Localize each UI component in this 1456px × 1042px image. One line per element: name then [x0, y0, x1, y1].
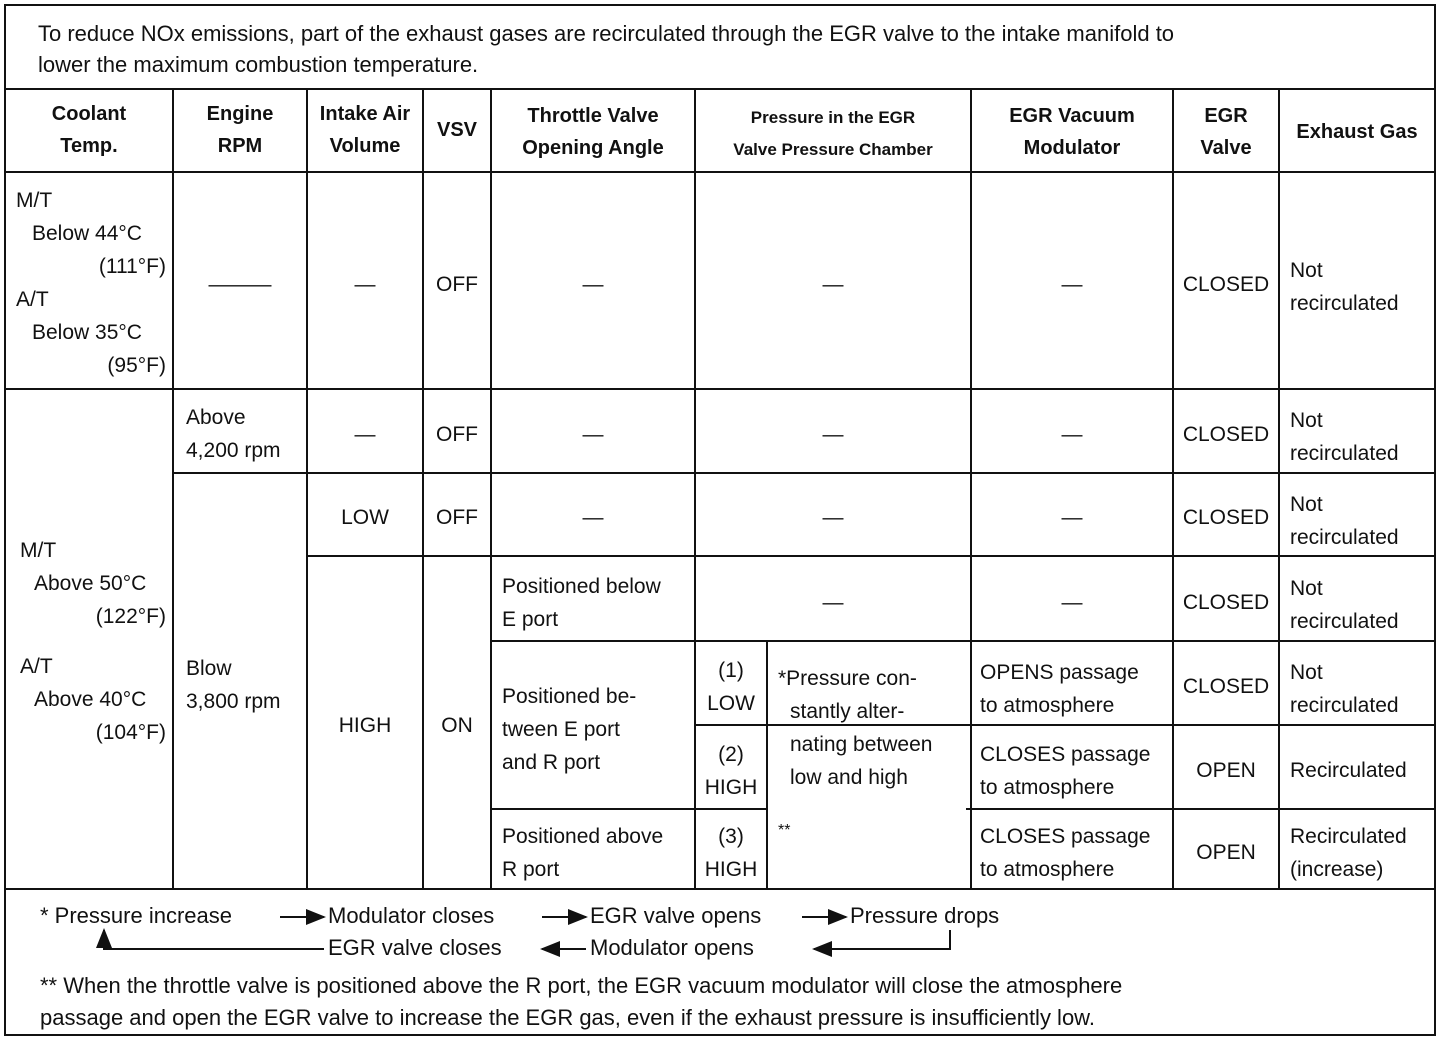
r2-throttle: — — [582, 423, 604, 446]
r2-rpm: Above 4,200 rpm — [186, 406, 281, 462]
r5-egr: CLOSED — [1182, 675, 1270, 698]
flow-egr-valve-opens: EGR valve opens — [590, 903, 762, 928]
row-divider-2 — [172, 472, 1434, 474]
arrow-6 — [104, 930, 324, 949]
r1-rpm: ——— — [208, 273, 272, 296]
r6-num: (2) HIGH — [704, 743, 758, 799]
r3-egr: CLOSED — [1182, 506, 1270, 529]
r7-throttle: Positioned above R port — [502, 825, 664, 881]
r4-vsv: ON — [441, 714, 473, 737]
r2-egr: CLOSED — [1182, 423, 1270, 446]
intro-line-2: lower the maximum combustion temperature. — [38, 52, 479, 77]
row-divider-4 — [490, 640, 1434, 642]
r3-rpm: Blow 3,800 rpm — [186, 657, 281, 713]
r6-egr: OPEN — [1196, 759, 1256, 782]
col-line-2 — [306, 90, 308, 889]
egr-spec-sheet — [4, 4, 1436, 1036]
col-line-8 — [1278, 90, 1280, 889]
r7-note: ** — [778, 822, 791, 839]
r4-air: HIGH — [338, 714, 392, 737]
r1-exhaust: Not recirculated — [1290, 259, 1399, 315]
r2-exhaust: Not recirculated — [1290, 409, 1399, 465]
col-line-3 — [422, 90, 424, 889]
r7-modulator: CLOSES passage to atmosphere — [980, 825, 1151, 881]
coolant-below-cell: M/T Below 44°C (111°F) A/T Below 35°C (95°F) — [16, 189, 166, 377]
r6-exhaust: Recirculated — [1290, 759, 1407, 782]
r7-egr: OPEN — [1196, 841, 1256, 864]
col-line-5b — [766, 640, 768, 889]
r5-num: (1) LOW — [707, 659, 755, 715]
r3-vsv: OFF — [436, 506, 478, 529]
r6-modulator: CLOSES passage to atmosphere — [980, 743, 1151, 799]
flow-arrows — [6, 890, 1434, 970]
intro-line-1: To reduce NOx emissions, part of the exhaust gases are recirculated through the EGR valve to the intake manifold to — [38, 21, 1175, 46]
header-pressure: Pressure in the EGR Valve Pressure Chamber — [733, 108, 933, 159]
row-divider-1 — [6, 388, 1434, 390]
col-line-1 — [172, 90, 174, 889]
row-divider-3 — [306, 555, 1434, 557]
r5-note: *Pressure con- stantly alter- nating between low and high — [778, 667, 933, 789]
header-vsv: VSV — [436, 119, 478, 141]
r1-throttle: — — [582, 273, 604, 296]
r3-pressure: — — [822, 506, 844, 529]
r3-modulator: — — [1061, 506, 1083, 529]
r1-vsv: OFF — [436, 273, 478, 296]
header-air: Intake Air Volume — [319, 103, 411, 157]
flow-modulator-closes: Modulator closes — [328, 903, 495, 928]
flow-pressure-increase: * Pressure increase — [40, 903, 232, 928]
footnote-line-2: passage and open the EGR valve to increase the EGR gas, even if the exhaust pressure is insufficiently low. — [40, 1005, 1095, 1030]
r4-throttle: Positioned below E port — [502, 575, 661, 631]
flow-pressure-drops: Pressure drops — [850, 903, 1000, 928]
footnote-line-1: ** When the throttle valve is positioned above the R port, the EGR vacuum modulator will close the atmosphere — [40, 973, 1123, 998]
r2-air: — — [354, 423, 376, 446]
header-throttle: Throttle Valve Opening Angle — [522, 105, 664, 159]
r2-vsv: OFF — [436, 423, 478, 446]
r7-num: (3) HIGH — [704, 825, 758, 881]
header-coolant: Coolant Temp. — [51, 103, 127, 157]
arrow-4 — [814, 930, 950, 949]
r3-throttle: — — [582, 506, 604, 529]
r5-throttle: Positioned be- tween E port and R port — [502, 685, 637, 774]
footer-notes — [6, 890, 1434, 1034]
header-rpm: Engine RPM — [206, 103, 274, 157]
r4-modulator: — — [1061, 591, 1083, 614]
r5-exhaust: Not recirculated — [1290, 661, 1399, 717]
r3-exhaust: Not recirculated — [1290, 493, 1399, 549]
flow-modulator-opens: Modulator opens — [590, 935, 754, 960]
flow-egr-valve-closes: EGR valve closes — [328, 935, 502, 960]
egr-table — [6, 90, 1434, 889]
r7-exhaust: Recirculated (increase) — [1290, 825, 1407, 881]
r2-pressure: — — [822, 423, 844, 446]
col-line-4 — [490, 90, 492, 889]
r3-air: LOW — [341, 506, 389, 529]
r4-egr: CLOSED — [1182, 591, 1270, 614]
r1-air: — — [354, 273, 376, 296]
row-divider-6b — [966, 808, 1434, 810]
header-egr-valve: EGR Valve — [1200, 105, 1252, 159]
row-divider-6a — [490, 808, 766, 810]
col-line-6 — [970, 90, 972, 889]
r2-modulator: — — [1061, 423, 1083, 446]
header-modulator: EGR Vacuum Modulator — [1009, 105, 1135, 159]
r5-modulator: OPENS passage to atmosphere — [980, 661, 1139, 717]
header-exhaust: Exhaust Gas — [1296, 121, 1418, 143]
r1-egr: CLOSED — [1182, 273, 1270, 296]
r1-modulator: — — [1061, 273, 1083, 296]
r4-exhaust: Not recirculated — [1290, 577, 1399, 633]
intro-text — [6, 6, 1434, 90]
coolant-above-cell: M/T Above 50°C (122°F) A/T Above 40°C (104°F) — [20, 539, 166, 744]
r4-pressure: — — [822, 591, 844, 614]
header-divider — [6, 171, 1434, 173]
r1-pressure: — — [822, 273, 844, 296]
